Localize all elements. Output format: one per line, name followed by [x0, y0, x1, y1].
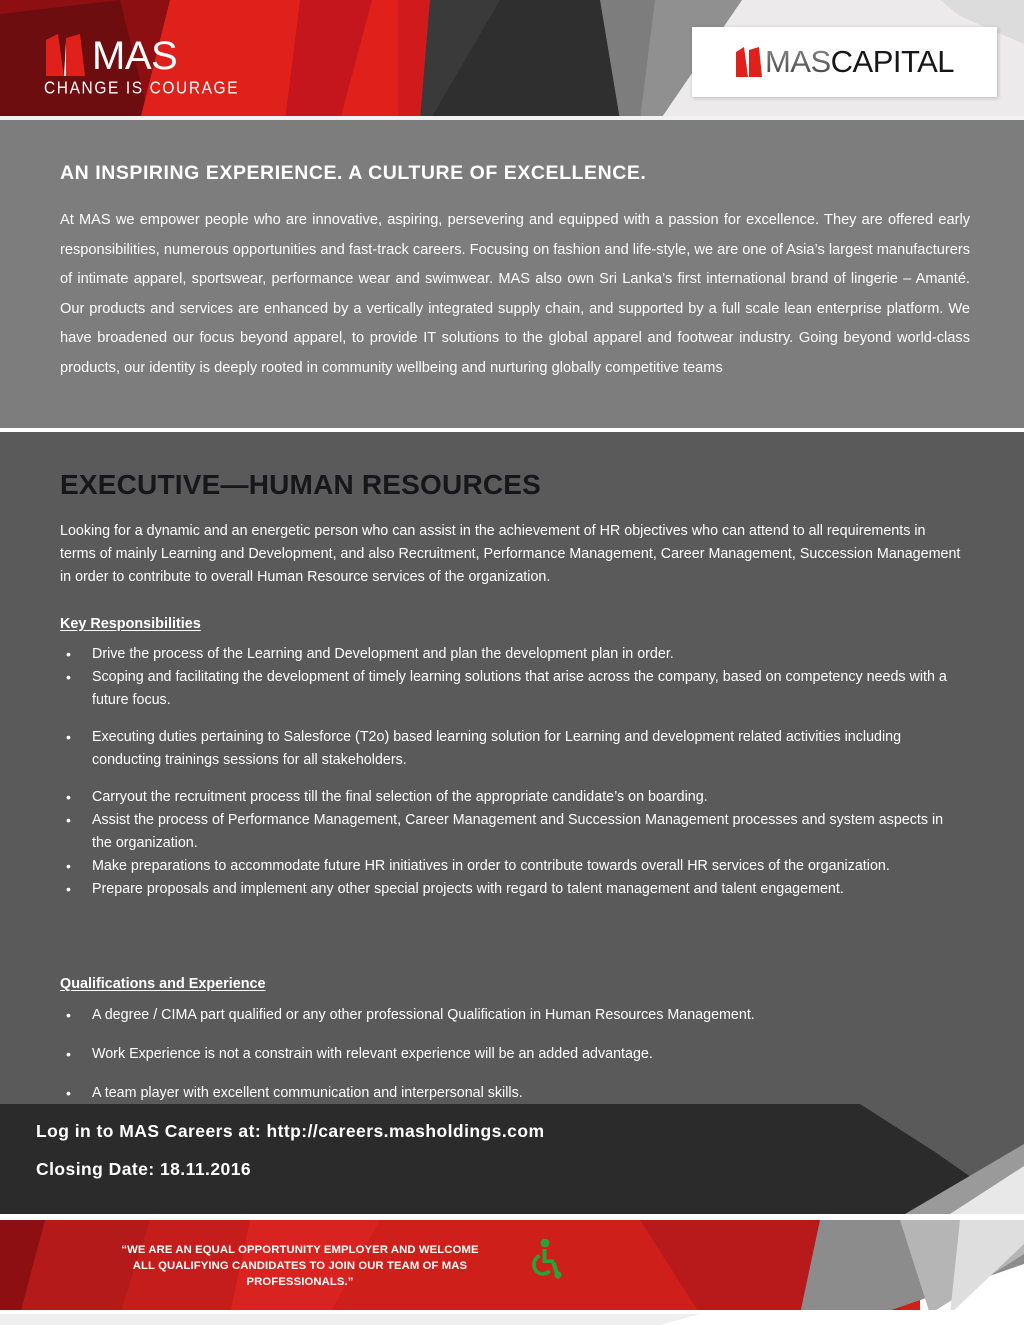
- intro-paragraph: At MAS we empower people who are innovative, aspiring, persevering and equipped with a passion for excellence. They are offered early responsibilities, numerous opportunities and fast-track careers. Focusing on fashion and life-style, we are one of Asia’s largest manufacturers of intimate apparel, sportswear, performance wear and swimwear. MAS also own Sri Lanka’s first international brand of lingerie – Amanté. Our products and services are enhanced by a vertically integrated supply chain, and supported by a full scale lean enterprise platform. We have broadened our focus beyond apparel, to provide IT solutions to the global apparel and footwear industry. Going beyond world-class products, our identity is deeply rooted in community wellbeing and nurturing globally competitive teams: [60, 212, 970, 376]
- qualifications-heading: Qualifications and Experience: [60, 976, 266, 992]
- list-item: • Prepare proposals and implement any other special projects with regard to talent management and talent engagement.: [60, 878, 965, 901]
- eeo-line-1: “WE ARE AN EQUAL OPPORTUNITY EMPLOYER AND WELCOME: [121, 1244, 479, 1256]
- intro-heading: AN INSPIRING EXPERIENCE. A CULTURE OF EXCELLENCE.: [60, 162, 647, 184]
- call-to-action-band: [0, 1104, 1024, 1214]
- mas-wordmark: MAS: [92, 34, 178, 78]
- mas-capital-word-capital: CAPITAL: [830, 44, 955, 79]
- list-item: • Make preparations to accommodate future HR initiatives in order to contribute towards overall HR services of the organization.: [60, 855, 965, 878]
- list-item: • Drive the process of the Learning and Development and plan the development plan in order.: [60, 643, 965, 666]
- list-item: • Work Experience is not a constrain with relevant experience will be an added advantage.: [60, 1043, 965, 1066]
- key-responsibilities-list: [60, 643, 965, 901]
- job-title: EXECUTIVE—HUMAN RESOURCES: [60, 469, 542, 500]
- key-responsibilities-heading: Key Responsibilities: [60, 616, 201, 632]
- job-summary: Looking for a dynamic and an energetic person who can assist in the achievement of HR objectives who can attend to all requirements in terms of mainly Learning and Development, and also Recruitment, Performance Management, Career Management, Succession Management in order to contribute to overall Human Resource services of the organization.: [60, 523, 961, 585]
- mas-tagline: CHANGE IS COURAGE: [44, 79, 240, 99]
- list-item: • A degree / CIMA part qualified or any other professional Qualification in Human Resources Management.: [60, 1004, 965, 1027]
- mas-capital-logo: [692, 27, 997, 97]
- list-item: • A team player with excellent communication and interpersonal skills.: [60, 1082, 965, 1105]
- mas-m-mark-icon: [44, 34, 88, 76]
- closing-date-text: Closing Date: 18.11.2016: [36, 1159, 252, 1179]
- mas-capital-word-mas: MAS: [764, 44, 831, 79]
- list-item: • Executing duties pertaining to Salesforce (T2o) based learning solution for Learning and development related activities including conducting trainings sessions for all stakeholders.: [60, 726, 965, 772]
- mas-capital-m-mark-icon: [735, 47, 763, 77]
- intro-section: [0, 120, 1024, 428]
- list-item: • Carryout the recruitment process till the final selection of the appropriate candidate’s on boarding.: [60, 786, 965, 809]
- eeo-line-2: ALL QUALIFYING CANDIDATES TO JOIN OUR TEAM OF MAS PROFESSIONALS.”: [132, 1260, 468, 1288]
- page-header: [0, 0, 1024, 120]
- job-section: [0, 432, 1024, 1104]
- wheelchair-accessibility-icon: [528, 1238, 568, 1280]
- mas-logo: [44, 34, 274, 99]
- careers-login-text[interactable]: Log in to MAS Careers at: http://careers.masholdings.com: [36, 1121, 545, 1141]
- list-item: • Assist the process of Performance Management, Career Management and Succession Management processes and system aspects in the organization.: [60, 809, 965, 855]
- equal-opportunity-statement: [80, 1242, 520, 1290]
- list-item: • Scoping and facilitating the development of timely learning solutions that arise across the company, based on competency needs with a future focus.: [60, 666, 965, 712]
- page-footer: [0, 1214, 1024, 1325]
